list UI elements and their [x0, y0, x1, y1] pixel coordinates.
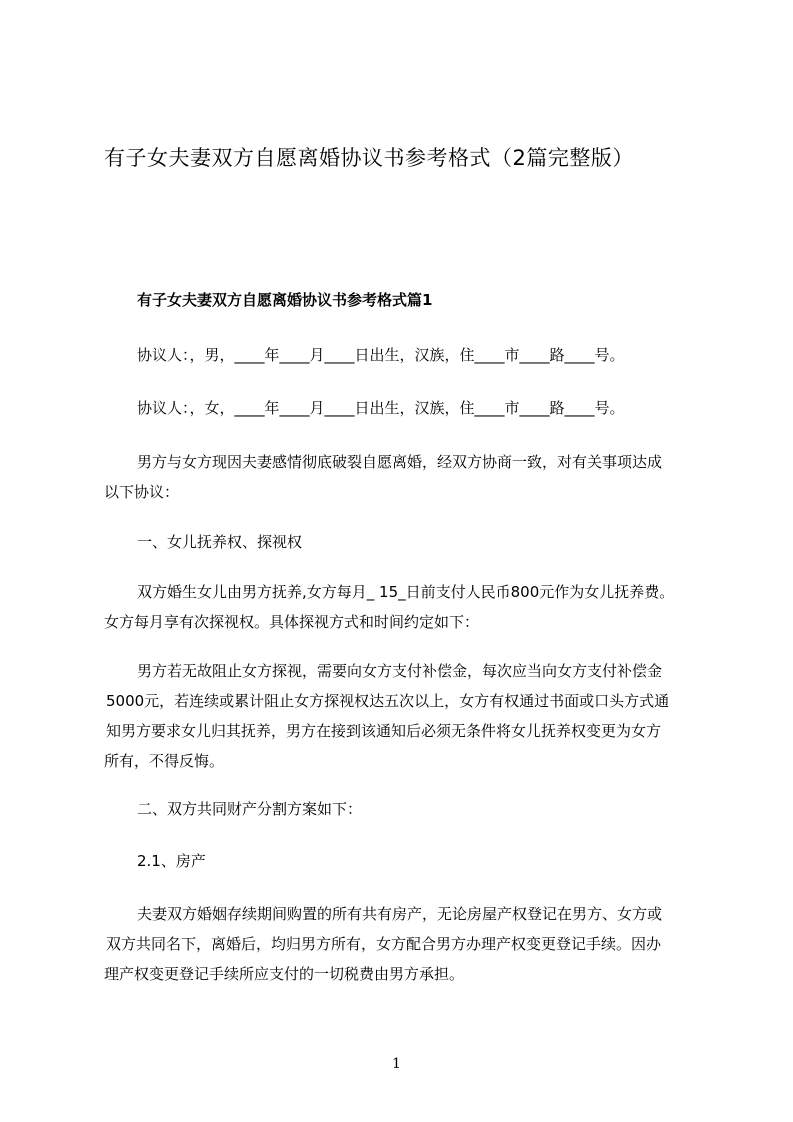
page-number: 1 [392, 1056, 401, 1072]
clause2-1-line: 理产权变更登记手续所应支付的一切税费由男方承担。 [104, 965, 465, 983]
intro-line: 以下协议： [104, 483, 180, 501]
intro-paragraph [104, 447, 662, 507]
clause1-paragraph-2 [104, 656, 669, 776]
clause1-p1-line: 双方婚生女儿由男方抚养,女方每月_ 15_日前支付人民币800元作为女儿抚养费。 [137, 583, 675, 601]
clause1-p2-line: 所有，不得反悔。 [104, 752, 225, 770]
party-female-paragraph: 协议人：，女，____年____月____日出生，汉族，住____市____路____号。 [137, 399, 625, 417]
intro-line: 男方与女方现因夫妻感情彻底破裂自愿离婚，经双方协商一致，对有关事项达成 [137, 453, 663, 471]
clause1-p2-line: 知男方要求女儿归其抚养，男方在接到该通知后必须无条件将女儿抚养权变更为女方 [106, 722, 662, 740]
clause1-p2-line: 5000元，若连续或累计阻止女方探视权达五次以上，女方有权通过书面或口头方式通 [106, 692, 670, 710]
clause2-heading: 二、双方共同财产分割方案如下： [137, 800, 363, 818]
document-title: 有子女夫妻双方自愿离婚协议书参考格式（2篇完整版） [104, 146, 634, 170]
clause2-1-line: 双方共同名下，离婚后，均归男方所有，女方配合男方办理产权变更登记手续。因办 [106, 935, 662, 953]
section-heading: 有子女夫妻双方自愿离婚协议书参考格式篇1 [137, 291, 433, 309]
clause2-1-paragraph [104, 899, 662, 989]
clause2-1-line: 夫妻双方婚姻存续期间购置的所有共有房产，无论房屋产权登记在男方、女方或 [137, 905, 663, 923]
party-male-paragraph: 协议人：，男，____年____月____日出生，汉族，住____市____路____号。 [137, 346, 625, 364]
clause1-p2-line: 男方若无故阻止女方探视，需要向女方支付补偿金，每次应当向女方支付补偿金 [137, 662, 663, 680]
clause2-1-heading: 2.1、房产 [137, 852, 206, 870]
clause1-heading: 一、女儿抚养权、探视权 [137, 533, 303, 551]
clause1-p1-line: 女方每月享有次探视权。具体探视方式和时间约定如下： [104, 613, 480, 631]
clause1-paragraph-1 [104, 577, 674, 637]
